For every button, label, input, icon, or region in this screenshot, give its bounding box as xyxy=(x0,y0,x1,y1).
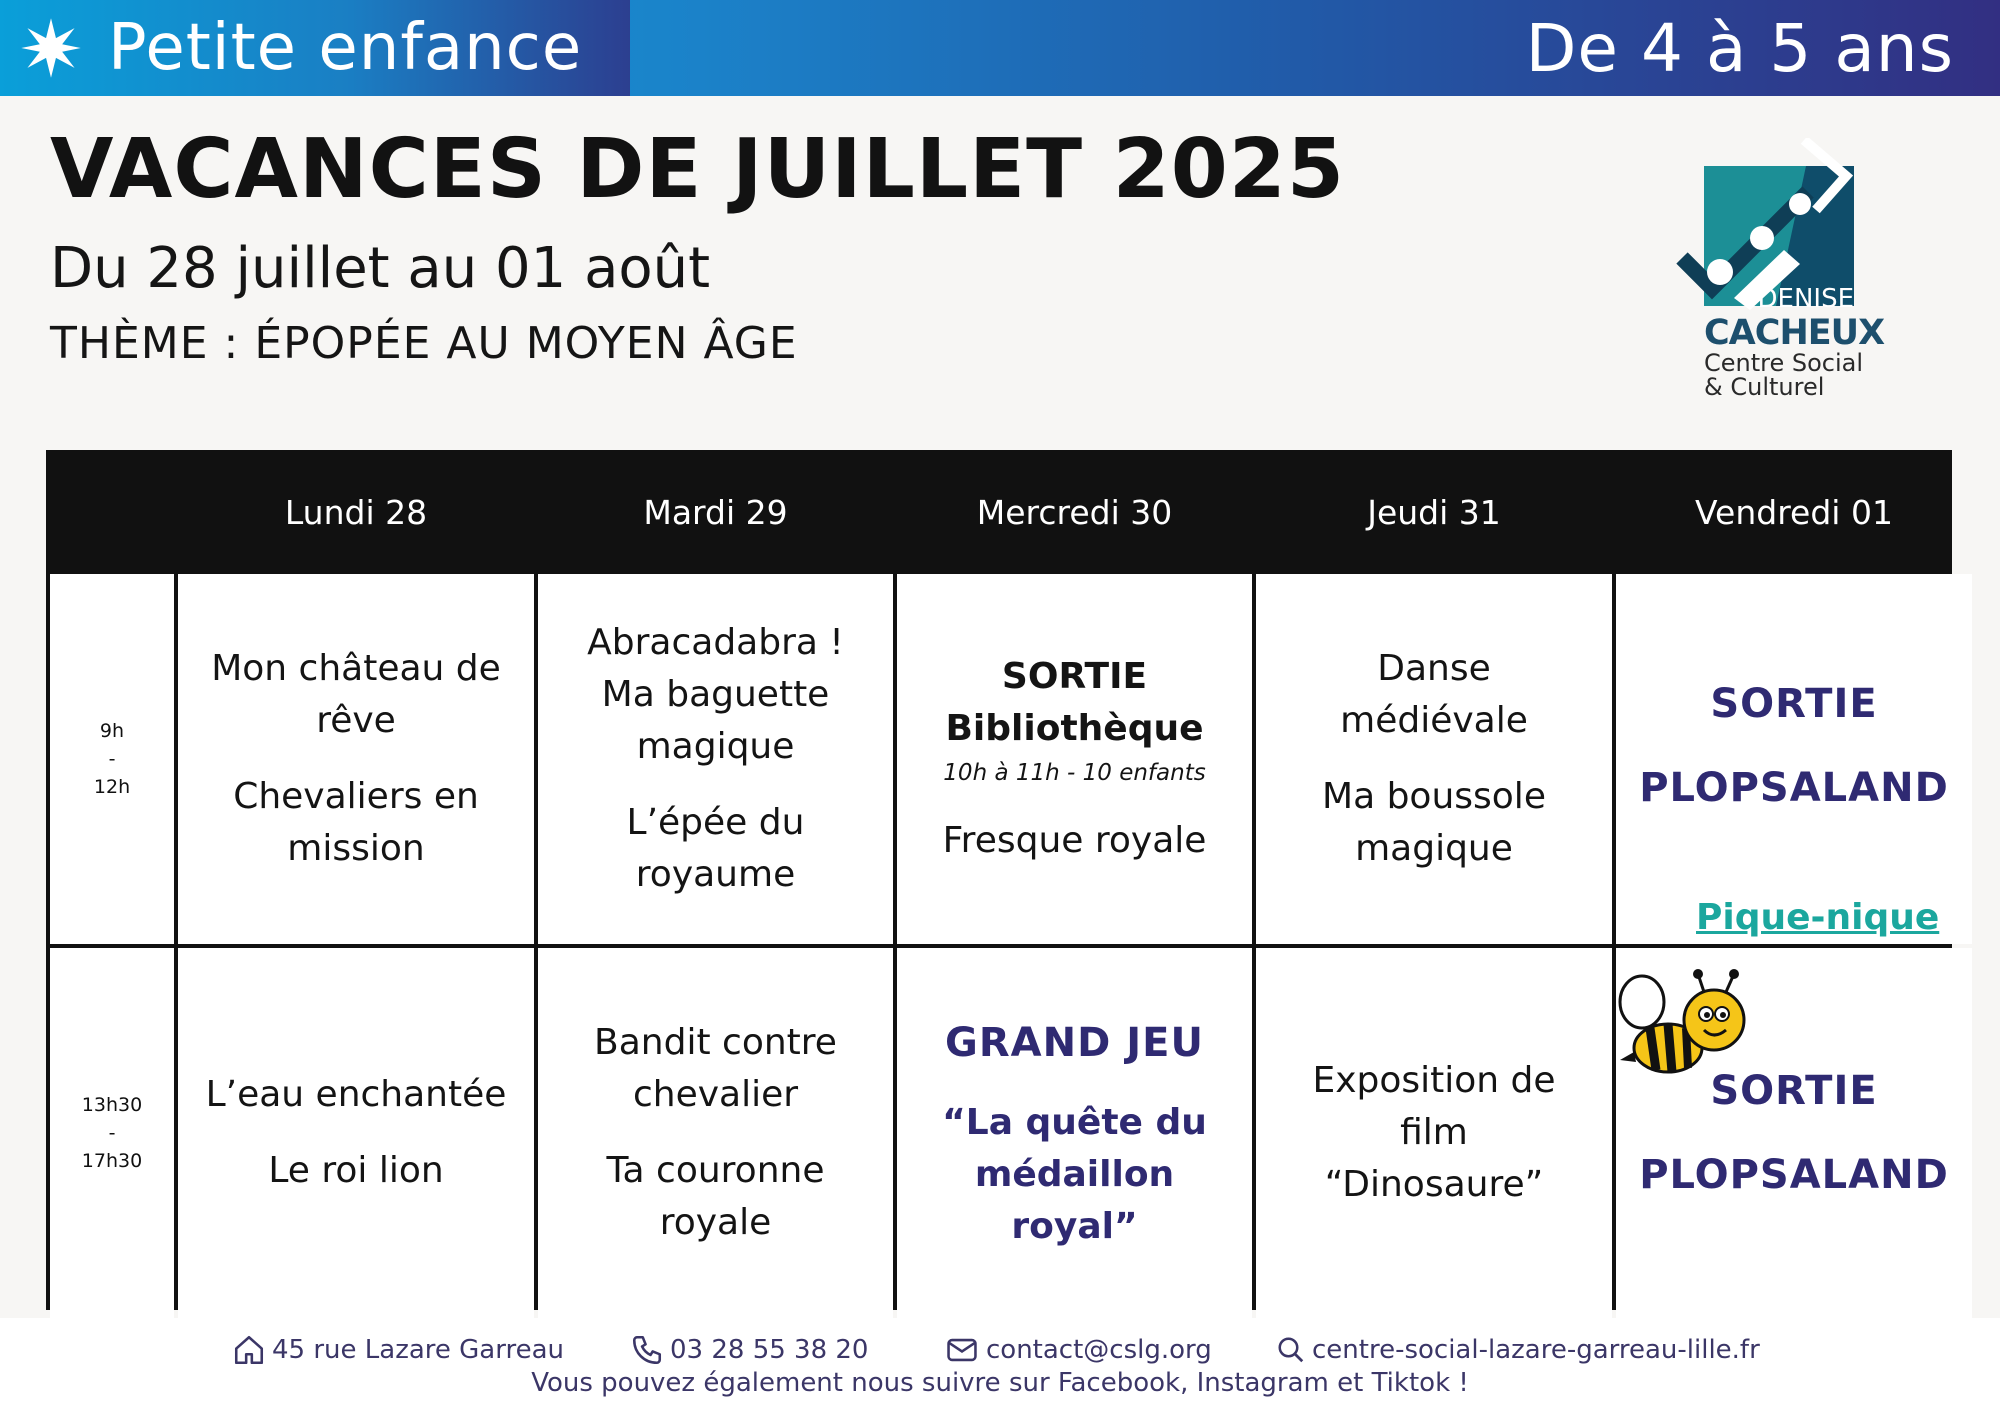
logo-text xyxy=(1704,284,1885,401)
activity-line: Fresque royale xyxy=(942,820,1207,861)
banner-age-group xyxy=(0,0,630,96)
cell-tuesday-afternoon xyxy=(538,948,893,1318)
cell-monday-afternoon xyxy=(178,948,534,1318)
cell-tuesday-morning xyxy=(538,574,893,944)
bee-icon xyxy=(1616,968,1756,1088)
cell-wednesday-afternoon xyxy=(897,948,1252,1318)
outing-note: 10h à 11h - 10 enfants xyxy=(943,760,1206,786)
activity-line: magique xyxy=(1355,828,1513,869)
social-note: Vous pouvez également nous suivre sur Facebook, Instagram et Tiktok ! xyxy=(531,1368,1469,1398)
logo-cacheux: CACHEUX xyxy=(1704,313,1885,353)
logo-subtitle-2: & Culturel xyxy=(1704,373,1825,401)
activity-line: royale xyxy=(659,1202,772,1243)
star-burst-icon xyxy=(20,17,82,79)
logo-denise: DENISE xyxy=(1757,284,1854,314)
big-game-title: GRAND JEU xyxy=(945,1020,1204,1066)
activity-line: Danse xyxy=(1377,648,1491,689)
activity-line: Exposition de xyxy=(1312,1060,1556,1101)
day-header-tuesday: Mardi 29 xyxy=(643,492,788,532)
big-game-name: “La quête du xyxy=(942,1102,1207,1143)
activity-line: Ma baguette xyxy=(601,674,830,715)
time-dash: - xyxy=(108,748,116,770)
activity-line: Chevaliers en xyxy=(233,776,479,817)
picnic-link[interactable]: Pique-nique xyxy=(1696,897,1940,938)
address-text: 45 rue Lazare Garreau xyxy=(272,1335,564,1365)
activity-line: film xyxy=(1400,1112,1468,1153)
banner-title: Petite enfance xyxy=(108,11,583,85)
activity-line: Ta couronne xyxy=(606,1150,825,1191)
mail-icon xyxy=(944,1333,980,1367)
activity-line: Ma boussole xyxy=(1322,776,1546,817)
activity-line: mission xyxy=(287,828,425,869)
schedule-table xyxy=(46,450,1952,1310)
time-start: 13h30 xyxy=(81,1094,143,1116)
date-range: Du 28 juillet au 01 août xyxy=(50,236,711,301)
phone-icon xyxy=(630,1333,664,1367)
time-dash: - xyxy=(108,1122,116,1144)
outing-place: Bibliothèque xyxy=(945,708,1204,749)
big-game-name: médaillon royal” xyxy=(974,1154,1175,1247)
activity-line: médiévale xyxy=(1340,700,1528,741)
search-icon xyxy=(1276,1333,1306,1367)
cell-thursday-afternoon xyxy=(1256,948,1612,1318)
day-header-wednesday: Mercredi 30 xyxy=(976,492,1173,532)
activity-line: Abracadabra ! xyxy=(587,622,844,663)
time-start: 9h xyxy=(99,720,125,742)
outing-label: SORTIE xyxy=(1001,656,1148,697)
outing-place: PLOPSALAND xyxy=(1639,765,1949,811)
footer-website[interactable] xyxy=(1276,1330,1760,1370)
header-corner xyxy=(50,454,174,570)
activity-line: L’eau enchantée xyxy=(205,1074,507,1115)
activity-line: magique xyxy=(636,726,795,767)
outing-place: PLOPSALAND xyxy=(1639,1152,1949,1198)
cell-monday-morning xyxy=(178,574,534,944)
time-end: 17h30 xyxy=(81,1150,143,1172)
activity-line: royaume xyxy=(635,854,796,895)
footer-address xyxy=(232,1330,564,1370)
activity-line: Mon château de xyxy=(211,648,501,689)
day-header-thursday: Jeudi 31 xyxy=(1367,492,1501,532)
activity-line: L’épée du xyxy=(626,802,805,843)
activity-line: chevalier xyxy=(632,1074,799,1115)
time-end: 12h xyxy=(93,776,131,798)
activity-line: “Dinosaure” xyxy=(1324,1164,1544,1205)
time-morning xyxy=(50,574,174,944)
cell-friday-afternoon xyxy=(1616,948,1972,1318)
time-afternoon xyxy=(50,948,174,1318)
day-header-monday: Lundi 28 xyxy=(284,492,428,532)
cell-friday-morning xyxy=(1616,574,1972,944)
outing-label: SORTIE xyxy=(1710,1068,1878,1114)
footer-email[interactable] xyxy=(944,1330,1212,1370)
website-text: centre-social-lazare-garreau-lille.fr xyxy=(1312,1335,1760,1365)
activity-line: rêve xyxy=(316,700,396,741)
cell-wednesday-morning xyxy=(897,574,1252,944)
home-icon xyxy=(232,1333,266,1367)
day-header-friday: Vendredi 01 xyxy=(1695,492,1893,532)
footer-phone[interactable] xyxy=(630,1330,868,1370)
phone-text: 03 28 55 38 20 xyxy=(670,1335,869,1365)
banner-age-range: De 4 à 5 ans xyxy=(1525,9,1954,87)
page-title: VACANCES DE JUILLET 2025 xyxy=(50,122,1345,217)
activity-line: Le roi lion xyxy=(268,1150,444,1191)
logo-subtitle-1: Centre Social xyxy=(1704,349,1864,377)
outing-label: SORTIE xyxy=(1710,681,1878,727)
activity-line: Bandit contre xyxy=(594,1022,837,1063)
cell-thursday-morning xyxy=(1256,574,1612,944)
email-text: contact@cslg.org xyxy=(986,1335,1212,1365)
theme: THÈME : ÉPOPÉE AU MOYEN ÂGE xyxy=(50,318,798,369)
